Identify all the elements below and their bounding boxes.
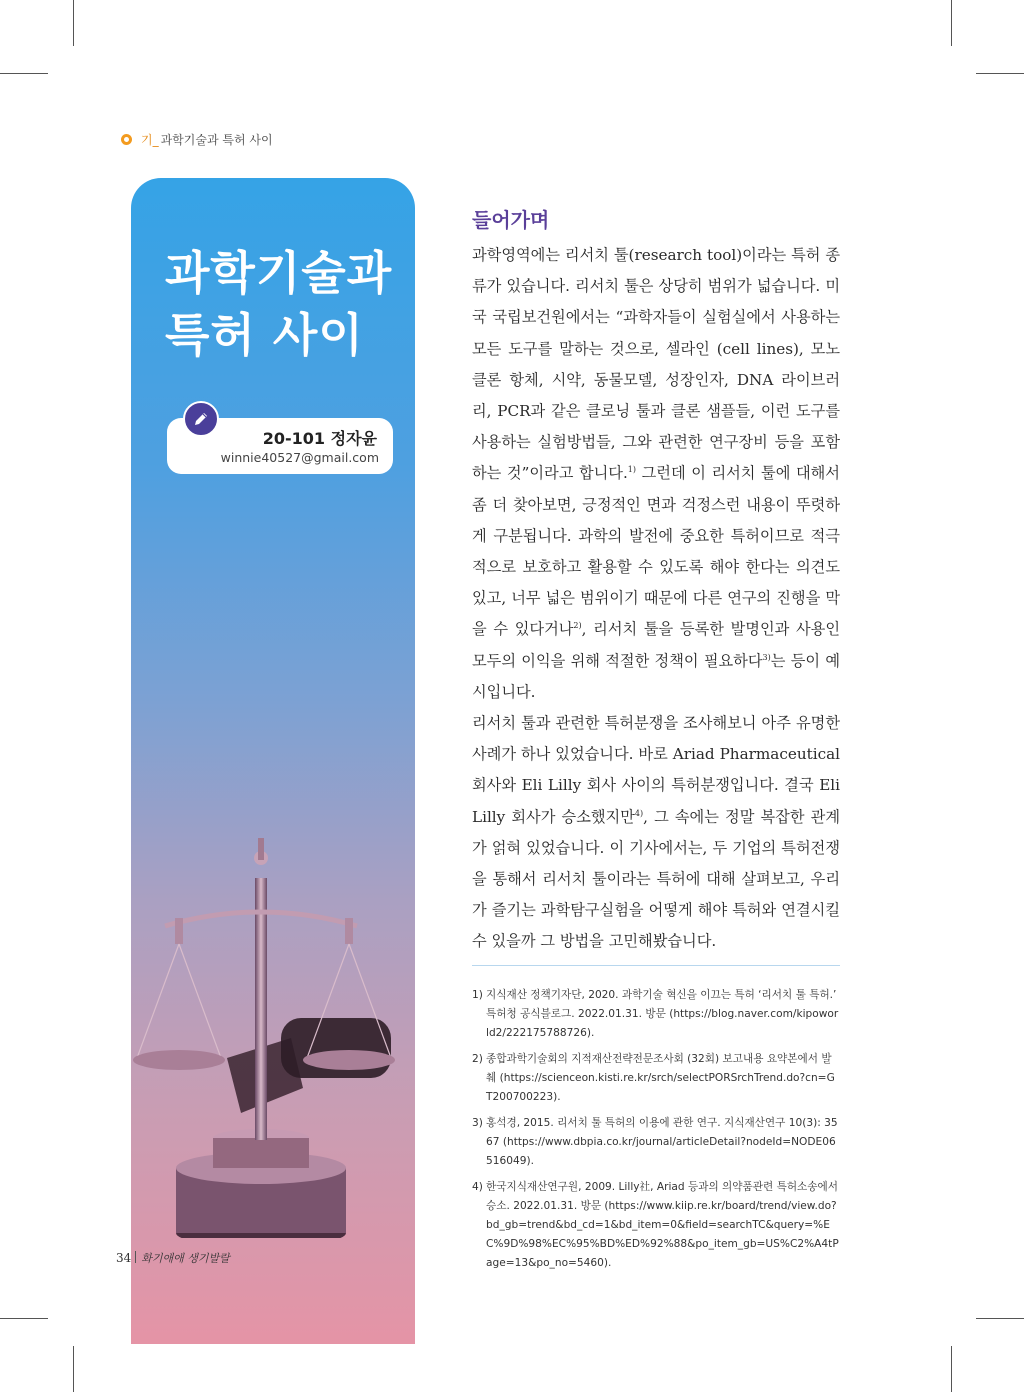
article-title xyxy=(165,242,392,366)
footnote-ref[interactable]: 1) xyxy=(627,465,637,475)
footnote xyxy=(472,1114,840,1171)
paragraph xyxy=(472,708,840,958)
footnote-ref[interactable]: 4) xyxy=(634,808,644,818)
footnote-text: 지식재산 정책기자단, 2020. 과학기술 혁신을 이끄는 특허 ‘리서치 툴 특허.’ 특허청 공식블로그. 2022.01.31. 방문 (https://blog.naver.com/kipoworld2/222175788726). xyxy=(486,989,839,1039)
section-heading: 들어가며 xyxy=(472,208,550,232)
crop-mark xyxy=(0,1318,48,1319)
header-title: 과학기술과 특허 사이 xyxy=(160,133,273,147)
footnote-text: 종합과학기술회의 지적재산전략전문조사회 (32회) 보고내용 요약본에서 발췌 (https://scienceon.kisti.re.kr/srch/selectPORSrchTrend.do?cn=GT200700223). xyxy=(486,1053,835,1103)
footnote xyxy=(472,1050,840,1107)
footnote-ref[interactable]: 3) xyxy=(762,652,771,662)
article-body xyxy=(472,240,840,958)
footnote-number: 3) xyxy=(472,1117,483,1129)
paragraph xyxy=(472,240,840,708)
magazine-name: 화기애애 생기발랄 xyxy=(141,1252,230,1265)
pencil-icon xyxy=(183,401,219,437)
footnote-number: 4) xyxy=(472,1181,483,1193)
footnote-divider xyxy=(472,965,840,966)
paragraph-text: 는 등이 예시입니다. xyxy=(472,651,841,701)
crop-mark xyxy=(951,0,952,46)
paragraph-text: , 리서치 툴을 등록한 발명인과 사용인 모두의 이익을 위해 적절한 정책이 필요하다 xyxy=(472,620,840,670)
crop-mark xyxy=(0,73,48,74)
section-label: 기_ xyxy=(141,133,159,147)
crop-mark xyxy=(976,73,1024,74)
paragraph-text: , 그 속에는 정말 복잡한 관계가 얽혀 있었습니다. 이 기사에서는, 두 기업의 특허전쟁을 통해서 리서치 툴이라는 특허에 대해 살펴보고, 우리가 즐기는 과학탐구실험을 어떻게 해야 특허와 연결시킬 수 있을까 그 방법을 고민해봤습니다. xyxy=(472,807,840,951)
running-header xyxy=(121,131,273,148)
footnote-number: 2) xyxy=(472,1053,483,1065)
footnote-text: 홍석경, 2015. 리서치 툴 특허의 이용에 관한 연구. 지식재산연구 10(3): 35 67 (https://www.dbpia.co.kr/journal/articleDetail?nodeId=NODE06516049). xyxy=(486,1117,838,1167)
page-number: 34 xyxy=(116,1251,132,1265)
footnotes xyxy=(472,986,840,1280)
author-email[interactable]: winnie40527@gmail.com xyxy=(220,450,379,465)
bullet-icon xyxy=(121,134,132,145)
article-title-line: 과학기술과 xyxy=(165,246,393,300)
page-footer xyxy=(116,1250,230,1266)
paragraph-text: 리서치 툴과 관련한 특허분쟁을 조사해보니 아주 유명한 사례가 하나 있었습니다. 바로 Ariad Pharmaceutical 회사와 Eli Lilly 회사 사이의 특허분쟁입니다. 결국 Eli Lilly 회사가 승소했지만 xyxy=(472,714,840,826)
justice-scale-illustration xyxy=(131,838,415,1238)
crop-mark xyxy=(73,0,74,46)
crop-mark xyxy=(73,1346,74,1392)
paragraph-text: 그런데 이 리서치 툴에 대해서 좀 더 찾아보면, 긍정적인 면과 걱정스런 내용이 뚜렷하게 구분됩니다. 과학의 발전에 중요한 특허이므로 적극적으로 보호하고 활용할 수 있도록 해야 한다는 의견도 있고, 너무 넓은 범위이기 때문에 다른 연구의 진행을 막을 수 있다거나 xyxy=(472,464,840,639)
author-name: 20-101 정자윤 xyxy=(262,429,377,448)
footnote xyxy=(472,986,840,1043)
footnote-text: 한국지식재산연구원, 2009. Lilly社, Ariad 등과의 의약품관련 특허소송에서 승소. 2022.01.31. 방문 (https://www.kiip.re.kr/board/trend/view.do?bd_gb=trend&bd_cd=1&bd_item=0&field=searchTC&query=%EC%9D%98%EC%95%BD%ED%92%88&po_item_gb=US%C2%A4tPage=13&po_no=5460). xyxy=(486,1181,839,1269)
footnote-ref[interactable]: 2) xyxy=(573,621,582,631)
paragraph-text: 과학영역에는 리서치 툴(research tool)이라는 특허 종류가 있습니다. 리서치 툴은 상당히 범위가 넓습니다. 미국 국립보건원에서는 “과학자들이 실험실에서 사용하는 모든 도구를 말하는 것으로, 셀라인 (cell lines), 모노클론 항체, 시약, 동물모델, 성장인자, DNA 라이브러리, PCR과 같은 클로닝 툴과 클론 샘플들, 이런 도구를 사용하는 실험방법들, 그와 관련한 연구장비 등을 포함하는 것”이라고 합니다. xyxy=(472,246,840,483)
article-title-line: 특허 사이 xyxy=(165,308,364,362)
footnote xyxy=(472,1178,840,1273)
footnote-number: 1) xyxy=(472,989,483,1001)
title-sidebar xyxy=(131,178,415,1344)
crop-mark xyxy=(951,1346,952,1392)
crop-mark xyxy=(976,1318,1024,1319)
